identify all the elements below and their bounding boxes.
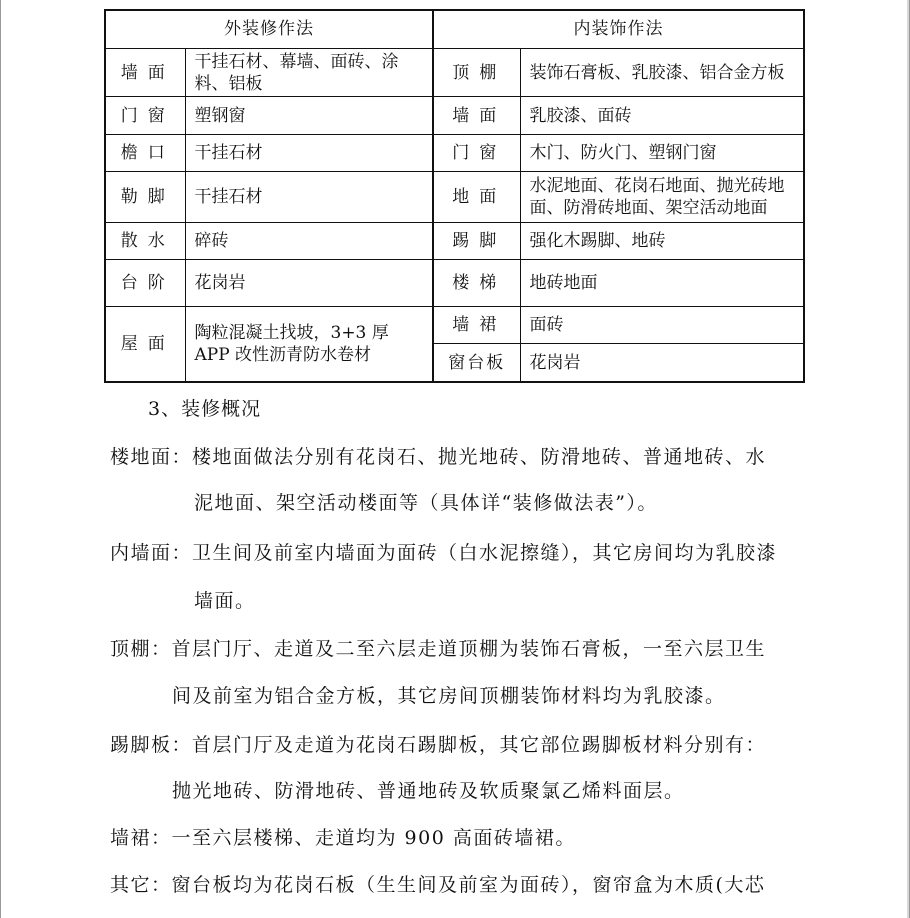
- paragraph-ceiling-line2: 间及前室为铝合金方板，其它房间顶棚装饰材料均为乳胶漆。: [172, 685, 726, 707]
- paragraph-inner-wall-line2: 墙面。: [194, 590, 256, 612]
- int-value-cell: 装饰石膏板、乳胶漆、铝合金方板: [520, 48, 804, 97]
- paragraph-other: 其它：窗台板均为花岗石板（生生间及前室为面砖），窗帘盒为木质(大芯: [110, 874, 766, 896]
- paragraph-dado: 墙裙：一至六层楼梯、走道均为 900 高面砖墙裙。: [110, 827, 576, 849]
- int-label-cell: 楼梯: [433, 260, 520, 307]
- page-edge-left: [0, 0, 1, 918]
- paragraph-floor-line1: 楼地面：楼地面做法分别有花岗石、抛光地砖、防滑地砖、普通地砖、水: [110, 446, 767, 468]
- int-value-cell: 花岗岩: [520, 344, 804, 382]
- int-label-cell: 踢脚: [433, 222, 520, 259]
- int-value-cell: 水泥地面、花岗石地面、抛光砖地面、防滑砖地面、架空活动地面: [520, 172, 804, 223]
- table-row: [105, 222, 804, 259]
- ext-label-cell: 勒脚: [105, 172, 185, 223]
- header-exterior: 外装修作法: [105, 10, 433, 48]
- table-row: [105, 97, 804, 134]
- paragraph-skirting-line1: 踢脚板：首层门厅及走道为花岗石踢脚板，其它部位踢脚板材料分别有：: [110, 734, 767, 756]
- header-interior: 内装饰作法: [433, 10, 804, 48]
- paragraph-skirting-line2: 抛光地砖、防滑地砖、普通地砖及软质聚氯乙烯料面层。: [172, 780, 685, 802]
- ext-value-cell: 碎砖: [185, 222, 433, 259]
- int-label-cell: 墙裙: [433, 306, 520, 343]
- table-row: [105, 172, 804, 223]
- int-value-cell: 木门、防火门、塑钢门窗: [520, 134, 804, 171]
- paragraph-floor-line2: 泥地面、架空活动楼面等（具体详“装修做法表”）。: [194, 492, 658, 514]
- table-row: [105, 48, 804, 97]
- ext-label-cell: 屋面: [105, 306, 185, 382]
- ext-label-cell: 台阶: [105, 260, 185, 307]
- int-value-cell: 强化木踢脚、地砖: [520, 222, 804, 259]
- ext-label-cell: 门窗: [105, 97, 185, 134]
- int-value-cell: 乳胶漆、面砖: [520, 97, 804, 134]
- int-label-cell: 地面: [433, 172, 520, 223]
- ext-value-cell: 陶粒混凝土找坡，3+3 厚 APP 改性沥青防水卷材: [185, 306, 433, 382]
- paragraph-inner-wall-line1: 内墙面：卫生间及前室内墙面为面砖（白水泥擦缝），其它房间均为乳胶漆: [110, 542, 778, 564]
- ext-value-cell: 塑钢窗: [185, 97, 433, 134]
- ext-value-cell: 花岗岩: [185, 260, 433, 307]
- ext-value-cell: 干挂石材、幕墙、面砖、涂料、铝板: [185, 48, 433, 97]
- ext-label-cell: 散水: [105, 222, 185, 259]
- ext-value-cell: 干挂石材: [185, 172, 433, 223]
- int-value-cell: 面砖: [520, 306, 804, 343]
- table-header-row: [105, 10, 804, 48]
- table-row: [105, 134, 804, 171]
- ext-label-cell: 檐口: [105, 134, 185, 171]
- paragraph-ceiling-line1: 顶棚：首层门厅、走道及二至六层走道顶棚为装饰石膏板，一至六层卫生: [110, 638, 767, 660]
- ext-label-cell: 墙面: [105, 48, 185, 97]
- section-title: 3、装修概况: [148, 398, 262, 420]
- int-label-cell: 顶棚: [433, 48, 520, 97]
- table-row: [105, 260, 804, 307]
- int-label-cell: 墙面: [433, 97, 520, 134]
- table-row: [105, 306, 804, 343]
- int-label-cell: 门窗: [433, 134, 520, 171]
- decoration-spec-table: [104, 9, 805, 383]
- int-value-cell: 地砖地面: [520, 260, 804, 307]
- int-label-cell: 窗台板: [433, 344, 520, 382]
- ext-value-cell: 干挂石材: [185, 134, 433, 171]
